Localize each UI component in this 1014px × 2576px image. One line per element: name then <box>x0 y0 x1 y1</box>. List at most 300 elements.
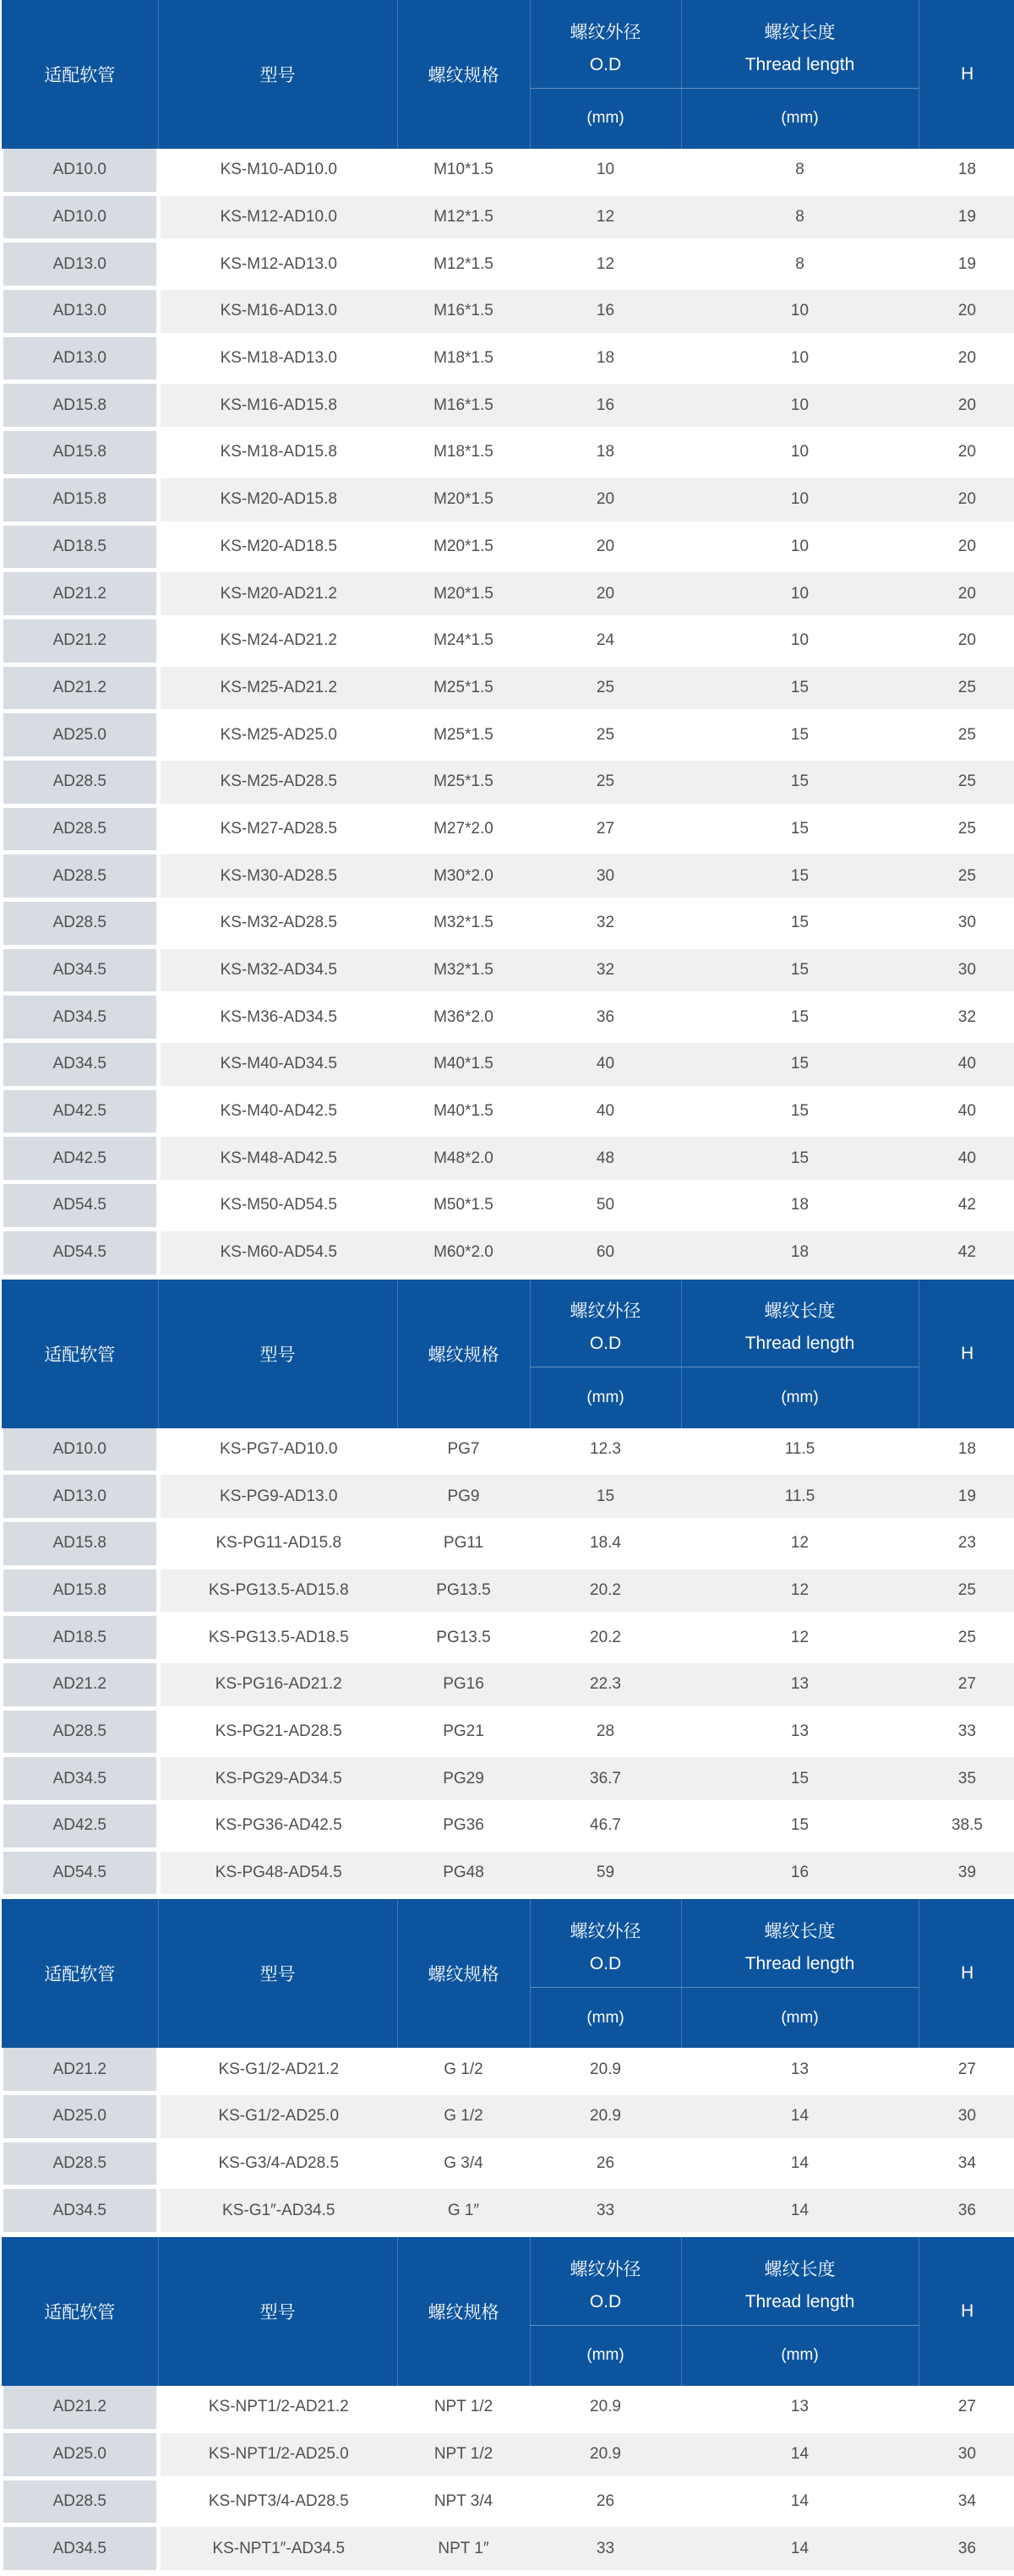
cell-model: KS-G3/4-AD28.5 <box>158 2140 397 2187</box>
header-thread-length <box>681 1280 919 1367</box>
cell-thread_spec: M25*1.5 <box>397 712 530 759</box>
cell-hose: AD15.8 <box>2 476 158 523</box>
cell-h: 25 <box>919 805 1014 853</box>
cell-h: 20 <box>919 382 1014 429</box>
cell-od: 25 <box>530 664 681 712</box>
cell-thread_spec: M32*1.5 <box>397 947 530 994</box>
header-od-unit: (mm) <box>530 1367 681 1428</box>
header-model: 型号 <box>158 1280 397 1428</box>
cell-od: 25 <box>530 758 681 805</box>
cell-od: 32 <box>530 900 681 947</box>
cell-h: 34 <box>919 2478 1014 2525</box>
cell-od: 18.4 <box>530 1520 681 1567</box>
cell-model: KS-PG16-AD21.2 <box>158 1661 397 1708</box>
header-od-en: O.D <box>589 1334 622 1354</box>
cell-h: 27 <box>919 2048 1014 2093</box>
cell-thread_length: 10 <box>681 476 919 523</box>
cell-od: 20.9 <box>530 2431 681 2478</box>
cell-thread_length: 12 <box>681 1520 919 1567</box>
cell-od: 12 <box>530 241 681 288</box>
table-row <box>2 758 1014 805</box>
cell-hose: AD21.2 <box>2 570 158 618</box>
cell-h: 38.5 <box>919 1803 1014 1850</box>
cell-h: 25 <box>919 853 1014 900</box>
cell-h: 25 <box>919 758 1014 805</box>
header-h: H <box>919 2237 1014 2386</box>
table-row <box>2 994 1014 1041</box>
npt-thread-table <box>0 2237 1014 2574</box>
cell-od: 20 <box>530 570 681 618</box>
cell-hose: AD42.5 <box>2 1088 158 1135</box>
table-row <box>2 1229 1014 1276</box>
cell-thread_length: 10 <box>681 570 919 618</box>
cell-od: 33 <box>530 2525 681 2573</box>
table-row <box>2 1041 1014 1089</box>
cell-hose: AD34.5 <box>2 1041 158 1089</box>
cell-h: 20 <box>919 335 1014 382</box>
cell-thread_length: 11.5 <box>681 1473 919 1520</box>
cell-thread_length: 13 <box>681 2048 919 2093</box>
pg-thread-rows <box>2 1428 1014 1897</box>
cell-thread_length: 15 <box>681 805 919 853</box>
table-row <box>2 947 1014 994</box>
header-length-unit: (mm) <box>681 1367 919 1428</box>
header-length-en: Thread length <box>744 1954 855 1974</box>
cell-od: 16 <box>530 288 681 336</box>
cell-model: KS-M18-AD15.8 <box>158 429 397 477</box>
header-model: 型号 <box>158 0 397 149</box>
cell-model: KS-PG7-AD10.0 <box>158 1428 397 1473</box>
table-row <box>2 335 1014 382</box>
table-row <box>2 194 1014 241</box>
cell-thread_length: 14 <box>681 2093 919 2141</box>
cell-od: 48 <box>530 1135 681 1182</box>
cell-od: 20.2 <box>530 1567 681 1614</box>
cell-h: 32 <box>919 994 1014 1041</box>
cell-od: 25 <box>530 712 681 759</box>
table-row <box>2 2140 1014 2187</box>
header-hose: 适配软管 <box>2 2237 158 2386</box>
cell-od: 20.9 <box>530 2386 681 2431</box>
cell-thread_spec: M25*1.5 <box>397 664 530 712</box>
cell-model: KS-M32-AD34.5 <box>158 947 397 994</box>
cell-model: KS-M48-AD42.5 <box>158 1135 397 1182</box>
cell-thread_length: 15 <box>681 900 919 947</box>
cell-model: KS-M50-AD54.5 <box>158 1182 397 1230</box>
cell-model: KS-NPT1/2-AD21.2 <box>158 2386 397 2431</box>
cell-thread_length: 15 <box>681 1041 919 1089</box>
cell-h: 40 <box>919 1041 1014 1089</box>
header-od <box>530 1899 681 1987</box>
cell-od: 50 <box>530 1182 681 1230</box>
cell-thread_spec: NPT 3/4 <box>397 2478 530 2525</box>
cell-od: 26 <box>530 2140 681 2187</box>
cell-hose: AD18.5 <box>2 523 158 570</box>
cell-model: KS-M30-AD28.5 <box>158 853 397 900</box>
cell-h: 25 <box>919 712 1014 759</box>
cell-h: 35 <box>919 1755 1014 1803</box>
cell-model: KS-PG36-AD42.5 <box>158 1803 397 1850</box>
header-model: 型号 <box>158 1899 397 2048</box>
header-h: H <box>919 1899 1014 2048</box>
cell-thread_spec: PG16 <box>397 1661 530 1708</box>
cell-thread_spec: M20*1.5 <box>397 476 530 523</box>
cell-model: KS-M25-AD21.2 <box>158 664 397 712</box>
header-length-cn: 螺纹长度 <box>764 1302 836 1322</box>
table-row <box>2 617 1014 664</box>
cell-model: KS-PG29-AD34.5 <box>158 1755 397 1803</box>
header-od-unit: (mm) <box>530 88 681 149</box>
cell-h: 30 <box>919 2093 1014 2141</box>
cell-model: KS-NPT1/2-AD25.0 <box>158 2431 397 2478</box>
cell-model: KS-M32-AD28.5 <box>158 900 397 947</box>
cell-hose: AD34.5 <box>2 947 158 994</box>
cell-model: KS-M25-AD25.0 <box>158 712 397 759</box>
cell-hose: AD25.0 <box>2 712 158 759</box>
cell-od: 59 <box>530 1849 681 1897</box>
cell-h: 20 <box>919 523 1014 570</box>
table-row <box>2 476 1014 523</box>
cell-thread_spec: G 1″ <box>397 2187 530 2235</box>
table-row <box>2 900 1014 947</box>
cell-h: 30 <box>919 2431 1014 2478</box>
cell-h: 20 <box>919 476 1014 523</box>
cell-model: KS-M12-AD13.0 <box>158 241 397 288</box>
header-length-unit: (mm) <box>681 1987 919 2048</box>
table-row <box>2 2386 1014 2431</box>
table-row <box>2 2431 1014 2478</box>
cell-thread_spec: PG48 <box>397 1849 530 1897</box>
cell-thread_length: 12 <box>681 1614 919 1662</box>
cell-hose: AD21.2 <box>2 2048 158 2093</box>
table-row <box>2 149 1014 194</box>
cell-thread_spec: M16*1.5 <box>397 288 530 336</box>
cell-model: KS-NPT1″-AD34.5 <box>158 2525 397 2573</box>
table-row <box>2 2048 1014 2093</box>
cell-od: 30 <box>530 853 681 900</box>
cell-thread_spec: M12*1.5 <box>397 241 530 288</box>
cell-hose: AD15.8 <box>2 382 158 429</box>
cell-hose: AD28.5 <box>2 2140 158 2187</box>
cell-hose: AD42.5 <box>2 1135 158 1182</box>
cell-od: 12 <box>530 194 681 241</box>
cell-h: 18 <box>919 149 1014 194</box>
table-row <box>2 1473 1014 1520</box>
cell-model: KS-M25-AD28.5 <box>158 758 397 805</box>
cell-h: 36 <box>919 2525 1014 2573</box>
cell-hose: AD21.2 <box>2 1661 158 1708</box>
header-thread-spec: 螺纹规格 <box>397 1280 530 1428</box>
cell-model: KS-M10-AD10.0 <box>158 149 397 194</box>
cell-od: 22.3 <box>530 1661 681 1708</box>
cell-model: KS-M12-AD10.0 <box>158 194 397 241</box>
header-thread-spec: 螺纹规格 <box>397 1899 530 2048</box>
header-od-en: O.D <box>589 2291 622 2311</box>
cell-model: KS-G1/2-AD21.2 <box>158 2048 397 2093</box>
cell-model: KS-NPT3/4-AD28.5 <box>158 2478 397 2525</box>
cell-thread_spec: G 1/2 <box>397 2093 530 2141</box>
cell-h: 25 <box>919 1567 1014 1614</box>
cell-hose: AD28.5 <box>2 805 158 853</box>
cell-thread_length: 14 <box>681 2140 919 2187</box>
cell-hose: AD54.5 <box>2 1182 158 1230</box>
cell-od: 28 <box>530 1708 681 1755</box>
table-row <box>2 1708 1014 1755</box>
cell-hose: AD15.8 <box>2 1567 158 1614</box>
cell-od: 36.7 <box>530 1755 681 1803</box>
cell-thread_length: 15 <box>681 947 919 994</box>
cell-thread_length: 13 <box>681 1661 919 1708</box>
cell-od: 16 <box>530 382 681 429</box>
cell-thread_spec: M36*2.0 <box>397 994 530 1041</box>
table-row <box>2 523 1014 570</box>
cell-od: 18 <box>530 429 681 477</box>
cell-thread_spec: M27*2.0 <box>397 805 530 853</box>
cell-model: KS-M16-AD13.0 <box>158 288 397 336</box>
cell-thread_length: 14 <box>681 2431 919 2478</box>
cell-thread_length: 15 <box>681 664 919 712</box>
cell-model: KS-M18-AD13.0 <box>158 335 397 382</box>
cell-thread_length: 10 <box>681 617 919 664</box>
cell-model: KS-M27-AD28.5 <box>158 805 397 853</box>
header-hose: 适配软管 <box>2 1280 158 1428</box>
metric-thread-table <box>0 0 1014 1279</box>
cell-hose: AD42.5 <box>2 1803 158 1850</box>
cell-hose: AD34.5 <box>2 2187 158 2235</box>
table-row <box>2 1849 1014 1897</box>
cell-hose: AD10.0 <box>2 194 158 241</box>
cell-thread_length: 11.5 <box>681 1428 919 1473</box>
cell-hose: AD34.5 <box>2 1755 158 1803</box>
cell-thread_spec: G 3/4 <box>397 2140 530 2187</box>
header-length-unit: (mm) <box>681 88 919 149</box>
cell-hose: AD21.2 <box>2 2386 158 2431</box>
header-h: H <box>919 1280 1014 1428</box>
header-od-en: O.D <box>589 54 622 74</box>
table-row <box>2 1567 1014 1614</box>
cell-h: 40 <box>919 1135 1014 1182</box>
cell-hose: AD25.0 <box>2 2093 158 2141</box>
table-row <box>2 2187 1014 2235</box>
header-od-cn: 螺纹外径 <box>570 1922 641 1942</box>
cell-thread_length: 14 <box>681 2478 919 2525</box>
cell-od: 27 <box>530 805 681 853</box>
cell-thread_spec: M40*1.5 <box>397 1088 530 1135</box>
cell-thread_length: 15 <box>681 994 919 1041</box>
table-row <box>2 805 1014 853</box>
cell-od: 18 <box>530 335 681 382</box>
table-row <box>2 1520 1014 1567</box>
cell-thread_spec: PG9 <box>397 1473 530 1520</box>
cell-od: 33 <box>530 2187 681 2235</box>
cell-thread_spec: M10*1.5 <box>397 149 530 194</box>
cell-thread_spec: PG36 <box>397 1803 530 1850</box>
cell-thread_spec: G 1/2 <box>397 2048 530 2093</box>
cell-hose: AD34.5 <box>2 994 158 1041</box>
cell-h: 30 <box>919 947 1014 994</box>
cell-h: 34 <box>919 2140 1014 2187</box>
cell-thread_length: 15 <box>681 1135 919 1182</box>
cell-thread_spec: NPT 1/2 <box>397 2386 530 2431</box>
cell-thread_length: 14 <box>681 2187 919 2235</box>
cell-model: KS-PG48-AD54.5 <box>158 1849 397 1897</box>
table-row <box>2 2525 1014 2573</box>
header-h: H <box>919 0 1014 149</box>
table-row <box>2 570 1014 618</box>
cell-hose: AD13.0 <box>2 1473 158 1520</box>
cell-thread_spec: NPT 1/2 <box>397 2431 530 2478</box>
cell-thread_length: 10 <box>681 382 919 429</box>
cell-thread_spec: M48*2.0 <box>397 1135 530 1182</box>
cell-thread_spec: NPT 1″ <box>397 2525 530 2573</box>
header-length-cn: 螺纹长度 <box>764 1922 836 1942</box>
header-thread-length <box>681 2237 919 2325</box>
cell-thread_spec: PG29 <box>397 1755 530 1803</box>
cell-thread_length: 8 <box>681 241 919 288</box>
cell-model: KS-M20-AD15.8 <box>158 476 397 523</box>
header-od-unit: (mm) <box>530 2325 681 2386</box>
header-od <box>530 2237 681 2325</box>
cell-hose: AD28.5 <box>2 1708 158 1755</box>
cell-thread_spec: M32*1.5 <box>397 900 530 947</box>
cell-h: 25 <box>919 664 1014 712</box>
header-length-cn: 螺纹长度 <box>764 22 836 42</box>
header-hose: 适配软管 <box>2 0 158 149</box>
cell-od: 32 <box>530 947 681 994</box>
cell-thread_length: 16 <box>681 1849 919 1897</box>
cell-hose: AD13.0 <box>2 241 158 288</box>
table-row <box>2 712 1014 759</box>
cell-hose: AD13.0 <box>2 288 158 336</box>
cell-h: 27 <box>919 1661 1014 1708</box>
cell-od: 20 <box>530 523 681 570</box>
cell-hose: AD21.2 <box>2 664 158 712</box>
cell-thread_length: 13 <box>681 2386 919 2431</box>
cell-hose: AD13.0 <box>2 335 158 382</box>
cell-h: 42 <box>919 1229 1014 1276</box>
header-od-cn: 螺纹外径 <box>570 1302 641 1322</box>
cell-thread_length: 15 <box>681 758 919 805</box>
header-thread-length <box>681 0 919 88</box>
cell-model: KS-M20-AD21.2 <box>158 570 397 618</box>
header-od-en: O.D <box>589 1954 622 1974</box>
table-row <box>2 1428 1014 1473</box>
cell-h: 18 <box>919 1428 1014 1473</box>
cell-h: 39 <box>919 1849 1014 1897</box>
header-thread-length <box>681 1899 919 1987</box>
cell-model: KS-PG13.5-AD18.5 <box>158 1614 397 1662</box>
cell-thread_length: 14 <box>681 2525 919 2573</box>
cell-thread_spec: M30*2.0 <box>397 853 530 900</box>
header-thread-spec: 螺纹规格 <box>397 2237 530 2386</box>
cell-thread_length: 10 <box>681 335 919 382</box>
cell-thread_length: 15 <box>681 853 919 900</box>
table-row <box>2 1614 1014 1662</box>
table-row <box>2 1135 1014 1182</box>
cell-hose: AD28.5 <box>2 900 158 947</box>
cell-h: 25 <box>919 1614 1014 1662</box>
cell-h: 42 <box>919 1182 1014 1230</box>
header-od-unit: (mm) <box>530 1987 681 2048</box>
cell-h: 20 <box>919 570 1014 618</box>
table-header <box>2 1899 1014 2048</box>
table-row <box>2 2093 1014 2141</box>
cell-thread_length: 8 <box>681 149 919 194</box>
cell-thread_length: 8 <box>681 194 919 241</box>
header-length-en: Thread length <box>744 2291 855 2311</box>
table-row <box>2 1803 1014 1850</box>
cell-hose: AD10.0 <box>2 149 158 194</box>
cell-thread_length: 13 <box>681 1708 919 1755</box>
cell-od: 12.3 <box>530 1428 681 1473</box>
cell-od: 20.2 <box>530 1614 681 1662</box>
cell-h: 20 <box>919 429 1014 477</box>
table-row <box>2 1088 1014 1135</box>
header-length-en: Thread length <box>744 1334 855 1354</box>
cell-thread_spec: M24*1.5 <box>397 617 530 664</box>
cell-od: 20 <box>530 476 681 523</box>
table-header <box>2 0 1014 149</box>
cell-thread_spec: PG21 <box>397 1708 530 1755</box>
cell-od: 20.9 <box>530 2093 681 2141</box>
table-row <box>2 853 1014 900</box>
cell-od: 36 <box>530 994 681 1041</box>
table-row <box>2 429 1014 477</box>
cell-thread_length: 15 <box>681 1755 919 1803</box>
cell-h: 19 <box>919 1473 1014 1520</box>
cell-od: 20.9 <box>530 2048 681 2093</box>
cell-thread_spec: M60*2.0 <box>397 1229 530 1276</box>
header-od <box>530 1280 681 1367</box>
cell-model: KS-M36-AD34.5 <box>158 994 397 1041</box>
g-thread-table <box>0 1899 1014 2236</box>
table-row <box>2 382 1014 429</box>
header-length-en: Thread length <box>744 54 855 74</box>
cell-od: 24 <box>530 617 681 664</box>
cell-model: KS-PG9-AD13.0 <box>158 1473 397 1520</box>
cell-thread_spec: PG13.5 <box>397 1614 530 1662</box>
cell-thread_length: 10 <box>681 523 919 570</box>
header-od-cn: 螺纹外径 <box>570 2259 641 2279</box>
cell-h: 30 <box>919 900 1014 947</box>
header-od-cn: 螺纹外径 <box>570 22 641 42</box>
cell-model: KS-PG13.5-AD15.8 <box>158 1567 397 1614</box>
cell-model: KS-M40-AD42.5 <box>158 1088 397 1135</box>
cell-thread_spec: M20*1.5 <box>397 523 530 570</box>
cell-thread_spec: M18*1.5 <box>397 335 530 382</box>
g-thread-rows <box>2 2048 1014 2234</box>
cell-od: 40 <box>530 1041 681 1089</box>
table-row <box>2 288 1014 336</box>
cell-od: 26 <box>530 2478 681 2525</box>
table-row <box>2 1182 1014 1230</box>
header-od <box>530 0 681 88</box>
cell-hose: AD54.5 <box>2 1229 158 1276</box>
cell-od: 40 <box>530 1088 681 1135</box>
cell-h: 33 <box>919 1708 1014 1755</box>
cell-thread_length: 18 <box>681 1229 919 1276</box>
cell-model: KS-G1″-AD34.5 <box>158 2187 397 2235</box>
table-header <box>2 2237 1014 2386</box>
cell-thread_spec: M25*1.5 <box>397 758 530 805</box>
cell-h: 36 <box>919 2187 1014 2235</box>
cell-od: 15 <box>530 1473 681 1520</box>
cell-hose: AD34.5 <box>2 2525 158 2573</box>
cell-thread_length: 15 <box>681 1088 919 1135</box>
table-row <box>2 241 1014 288</box>
cell-h: 40 <box>919 1088 1014 1135</box>
cell-hose: AD15.8 <box>2 429 158 477</box>
